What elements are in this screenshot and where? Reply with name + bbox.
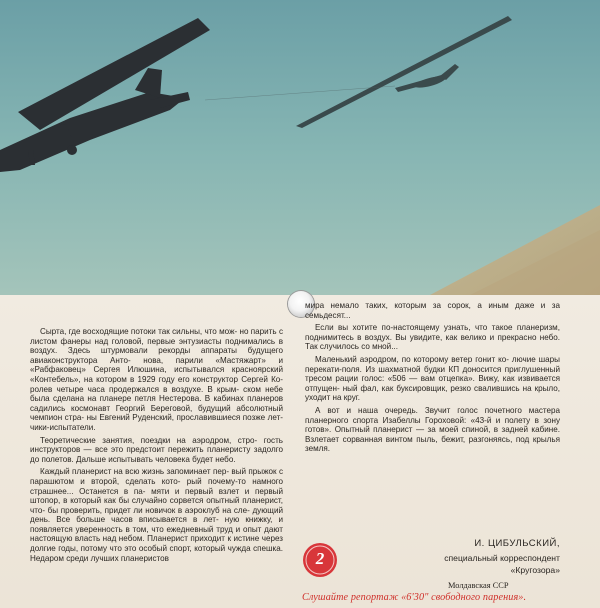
- author-name: И. ЦИБУЛЬСКИЙ,: [474, 538, 560, 549]
- paragraph: Сырта, где восходящие потоки так сильны, что мож- но парить с листом фанеры над головой, первые энтузиасты поднимались в воздух. Здесь штурмовали рекорды аппараты будущего авиаконструктора Анто- нова, парили «Мастяжарт» и «Рабфаковец» Сергея Илюшина, испытывался красноярский «Контебель», на котором в 1929 году его конструктор Сергей Ко- ролев четыре часа продержался в воздухе. В крым- ском небе была сделана на планере петля Нестерова. В кабинах планеров садились космонавт Георгий Береговой, будущий абсолютный чемпион стра- ны Евгений Руденский, прославившиеся позже лет- чики-испытатели.: [30, 327, 283, 432]
- author-title: специальный корреспондент: [444, 553, 560, 563]
- planes-photo: [0, 0, 600, 295]
- listen-caption: Слушайте репортаж «6'30" свободного парения».: [302, 592, 527, 603]
- paragraph: Маленький аэродром, по которому ветер гонит ко- лючие шары перекати-поля. Из шахматной будки КП доносится приглушенный тресом рации голос: «506 — вам отцепка». Вижу, как извивается отпущен- ный фал, как буксировщик, резко свалившись на крыло, уходит на круг.: [305, 354, 560, 403]
- paragraph: Теоретические занятия, поездки на аэродром, стро- гость инструкторов — все это предстоит пережить планеристу задолго до полетов. Дальше испытывать человека будет небо.: [30, 435, 283, 464]
- record-number-badge: [302, 542, 338, 578]
- magazine-name: «Кругозора»: [510, 565, 560, 575]
- paragraph: Каждый планерист на всю жизнь запоминает пер- вый прыжок с парашютом и второй, сделать кото- рый почему-то намного страшнее... Останется в па- мяти и первый взлет и первый штопор, в который как бы случайно сорвется опытный планерист, что- бы проверить, придет ли новичок в аэроклуб на сле- дующий день. Все больше часов вписывается в лет- ную книжку, и появляется уверенность в том, что ежедневный труд и опыт дают настоящую власть над небом. Планерист приходит к истине через долгие годы, потому что это особый спорт, который чужда спешка. Недаром среди лучших планеристов: [30, 467, 283, 563]
- paragraph: мира немало таких, которым за сорок, а иным даже и за семьдесят...: [305, 301, 560, 320]
- article-right-column: [305, 301, 560, 457]
- record-number: 2: [315, 549, 325, 568]
- paragraph: А вот и наша очередь. Звучит голос почетного мастера планерного спорта Изабеллы Гороховой: «43-й и полету в зону готов». Опытный планерист — за моей спиной, в задней кабине. Взлетает сорванная винтом пыль, бежит, разгоняясь, под крылья земля.: [305, 405, 560, 454]
- paragraph: Если вы хотите по-настоящему узнать, что такое планеризм, поднимитесь в воздух. Вы увидите, как велико и прекрасно небо. Так случилось со мной...: [305, 323, 560, 352]
- article-left-column: [30, 327, 283, 566]
- sky-scene: [0, 0, 600, 295]
- region-label: Молдавская ССР: [448, 581, 509, 590]
